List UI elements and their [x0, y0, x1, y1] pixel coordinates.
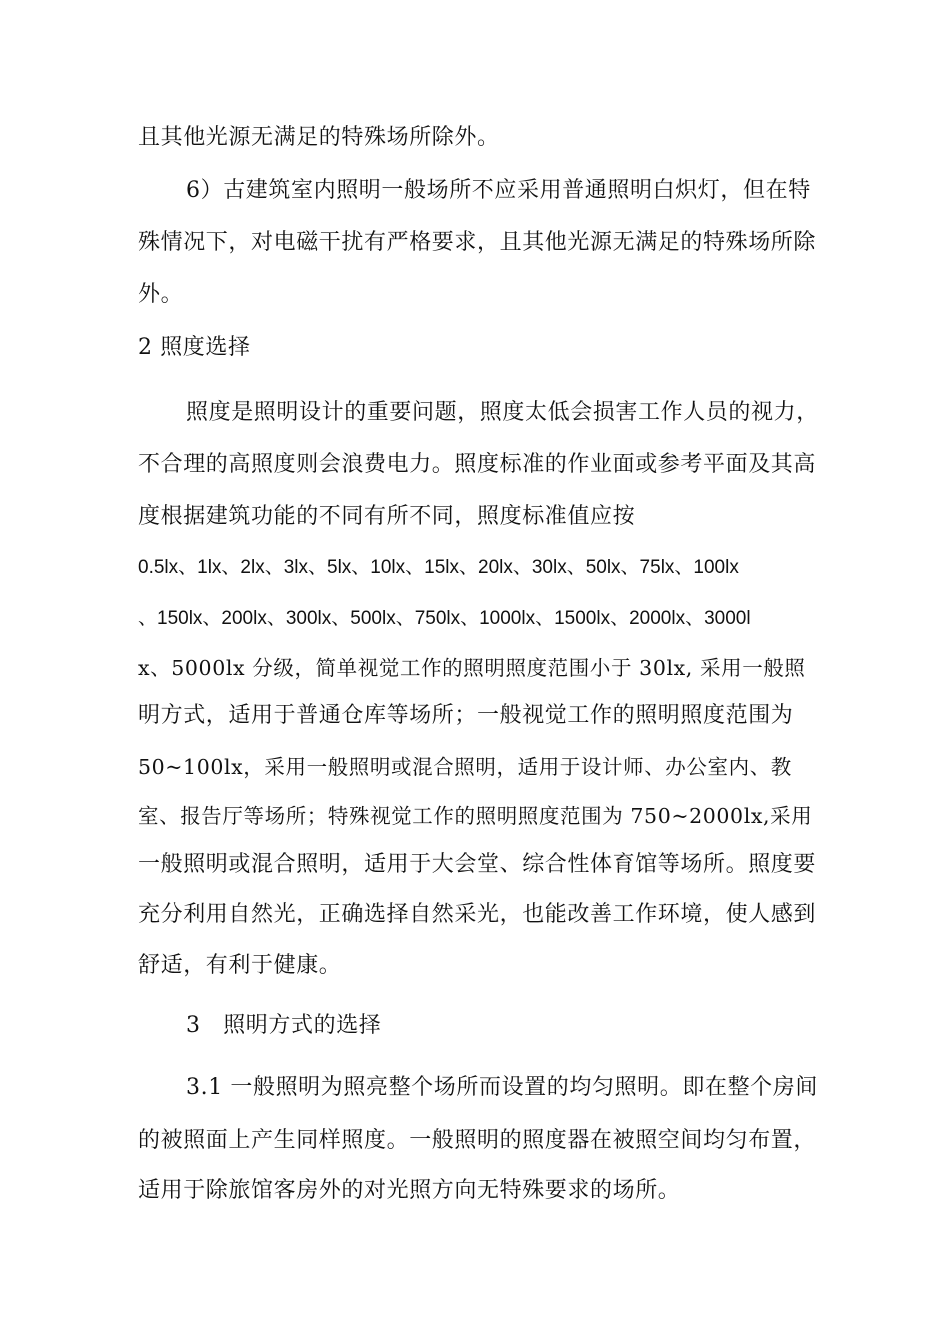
paragraph-line: 6）古建筑室内照明一般场所不应采用普通照明白炽灯，但在特	[186, 178, 811, 203]
paragraph-line: 且其他光源无满足的特殊场所除外。	[138, 125, 500, 150]
paragraph-line: 充分利用自然光，正确选择自然采光，也能改善工作环境，使人感到	[138, 902, 817, 927]
paragraph-line: 不合理的高照度则会浪费电力。照度标准的作业面或参考平面及其高	[138, 452, 817, 477]
paragraph-line: 0.5lx、1lx、2lx、3lx、5lx、10lx、15lx、20lx、30lx、50lx、75lx、100lx	[138, 557, 739, 578]
paragraph-line: 的被照面上产生同样照度。一般照明的照度器在被照空间均匀布置，	[138, 1128, 817, 1153]
section-heading: 2 照度选择	[138, 335, 251, 360]
paragraph-line: 度根据建筑功能的不同有所不同，照度标准值应按	[138, 504, 636, 529]
paragraph-line: 一般照明或混合照明，适用于大会堂、综合性体育馆等场所。照度要	[138, 852, 817, 877]
paragraph-line: 明方式，适用于普通仓库等场所；一般视觉工作的照明照度范围为	[138, 703, 794, 728]
paragraph-line: 舒适，有利于健康。	[138, 953, 342, 978]
section-heading: 3 照明方式的选择	[186, 1013, 382, 1038]
paragraph-line: 照度是照明设计的重要问题，照度太低会损害工作人员的视力，	[186, 400, 819, 425]
paragraph-line: 殊情况下，对电磁干扰有严格要求，且其他光源无满足的特殊场所除	[138, 230, 817, 255]
paragraph-line: 50~100lx，采用一般照明或混合照明，适用于设计师、办公室内、教	[138, 755, 792, 779]
paragraph-line: 室、报告厅等场所；特殊视觉工作的照明照度范围为 750~2000lx,采用	[138, 804, 813, 828]
paragraph-line: x、5000lx 分级，简单视觉工作的照明照度范围小于 30lx, 采用一般照	[138, 656, 806, 680]
paragraph-line: 适用于除旅馆客房外的对光照方向无特殊要求的场所。	[138, 1178, 681, 1203]
paragraph-line: 、150lx、200lx、300lx、500lx、750lx、1000lx、1500lx、2000lx、3000l	[138, 608, 751, 629]
paragraph-line: 3.1 一般照明为照亮整个场所而设置的均匀照明。即在整个房间	[186, 1075, 818, 1100]
paragraph-line: 外。	[138, 282, 184, 307]
